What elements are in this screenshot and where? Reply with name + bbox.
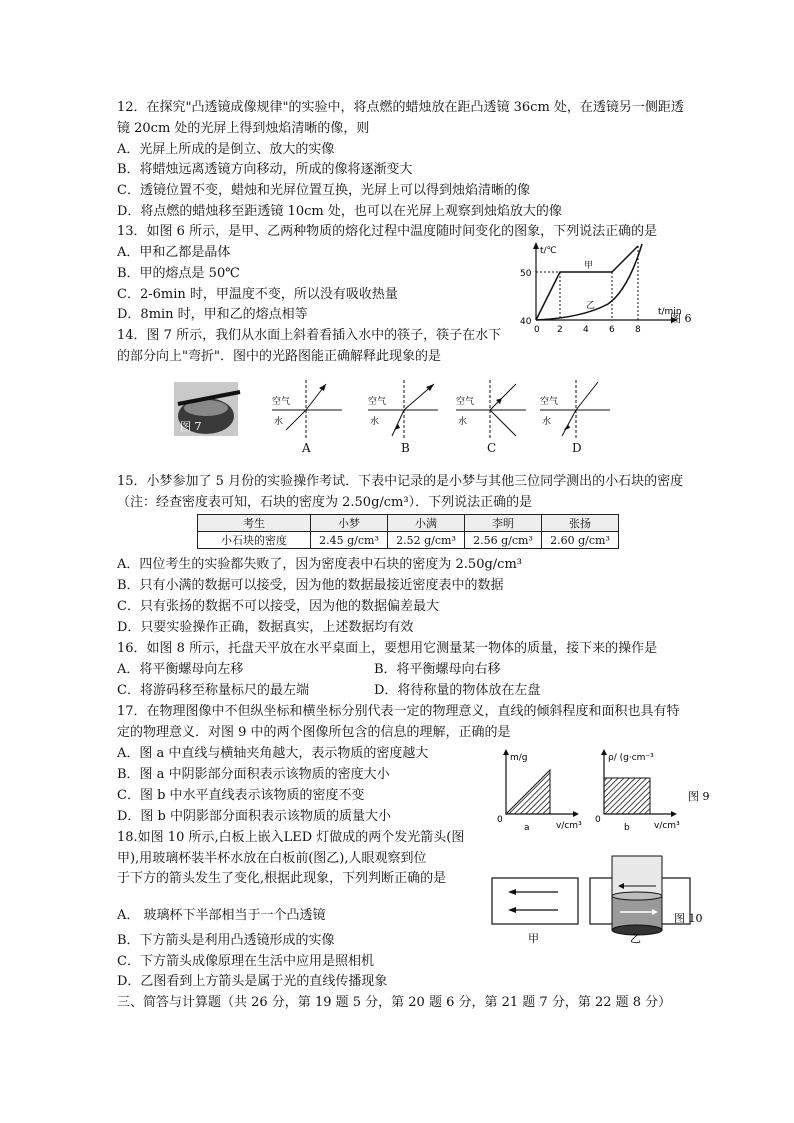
table-cell: 小石块的密度 [198,532,311,549]
table-row [198,532,619,549]
q16-option-d: D．将待称量的物体放在左盘 [374,683,541,698]
q15-stem-line1: 15．小梦参加了 5 月份的实验操作考试．下表中记录的是小梦与其他三位同学测出的小石块的密度 [117,474,684,489]
fig10-label-yi: 乙 [630,932,641,945]
graph-a-ylabel: m/g [510,753,528,763]
diagram-d-air: 空气 [540,397,559,407]
fig6-y40: 40 [520,317,532,327]
diagram-a [272,380,342,440]
q13-option-b: B．甲的熔点是 50℃ [117,266,240,281]
section-3-heading: 三、简答与计算题（共 26 分，第 19 题 5 分，第 20 题 6 分，第 21 题 7 分，第 22 题 8 分） [117,995,672,1010]
q15-option-a: A．四位考生的实验都失败了，因为密度表中石块的密度为 2.50g/cm³ [117,557,522,572]
q17-stem-line2: 定的物理意义．对图 9 中的两个图像所包含的信息的理解，正确的是 [117,725,511,740]
fig6-xlabel: t/min [658,307,682,317]
q17-stem-line1: 17．在物理图像中不但纵坐标和横坐标分别代表一定的物理意义，直线的倾斜程度和面积也具有特 [117,704,680,719]
fig6-ylabel: t/℃ [540,246,557,256]
q18-option-c: C．下方箭头成像原理在生活中应用是照相机 [117,954,374,969]
q12-stem-line2: 镜 20cm 处的光屏上得到烛焰清晰的像，则 [117,121,370,136]
diagram-a-air: 空气 [272,397,291,407]
fig10-caption: 图 10 [674,912,703,925]
table-header-cell: 李明 [465,515,542,532]
letter-b: B [401,441,410,455]
q15-option-d: D．只要实验操作正确，数据真实，上述数据均有效 [117,620,414,635]
table-cell: 2.56 g/cm³ [465,532,542,549]
q17-option-b: B．图 a 中阴影部分面积表示该物质的密度大小 [117,767,390,782]
q13-option-d: D．8min 时，甲和乙的熔点相等 [117,307,308,322]
q13-option-a: A．甲和乙都是晶体 [117,245,231,260]
fig6-x6: 6 [609,325,615,335]
fig6-x2: 2 [557,325,563,335]
diagram-b-water: 水 [370,417,380,427]
fig6-caption: 图 6 [670,312,692,325]
letter-d: D [572,441,582,455]
density-table [197,514,619,549]
diagram-b [368,380,438,440]
diagram-c-air: 空气 [456,397,475,407]
graph-b-ylabel: ρ/ (g·cm⁻³ [608,753,654,763]
q12-stem-line1: 12．在探究"凸透镜成像规律"的实验中，将点燃的蜡烛放在距凸透镜 36cm 处，在透镜另一侧距透 [117,100,684,115]
table-cell: 2.45 g/cm³ [311,532,388,549]
q17-option-d: D．图 b 中阴影部分面积表示该物质的质量大小 [117,809,392,824]
q16-option-a: A．将平衡螺母向左移 [117,662,244,677]
q18-stem-line3: 于下方的箭头发生了变化,根据此现象，下列判断正确的是 [117,871,447,886]
q13-stem: 13．如图 6 所示，是甲、乙两种物质的熔化过程中温度随时间变化的图象，下列说法正确的是 [117,224,658,239]
q12-option-b: B．将蜡烛远离透镜方向移动，所成的像将逐渐变大 [117,162,413,177]
q18-option-d: D．乙图看到上方箭头是属于光的直线传播现象 [117,974,388,989]
q16-option-b: B．将平衡螺母向右移 [374,662,501,677]
figure-10-arrows-and-glass [484,852,708,944]
diagram-c [456,380,526,440]
diagram-c-water: 水 [458,417,468,427]
q16-option-c: C．将游码移至称量标尺的最左端 [117,683,309,698]
figure-6-melting-graph [512,240,702,335]
fig6-y50: 50 [520,269,532,279]
graph-a [497,749,582,833]
q17-option-a: A．图 a 中直线与横轴夹角越大，表示物质的密度越大 [117,746,429,761]
q12-option-d: D．将点燃的蜡烛移至距透镜 10cm 处，也可以在光屏上观察到烛焰放大的像 [117,204,562,219]
fig6-x0: 0 [534,325,540,335]
table-header-cell: 考生 [198,515,311,532]
graph-b-xlabel: v/cm³ [654,821,680,831]
fig6-label-jia: 甲 [584,261,594,271]
table-header-row [198,515,619,532]
q12-option-c: C．透镜位置不变，蜡烛和光屏位置互换，光屏上可以得到烛焰清晰的像 [117,183,530,198]
q15-stem-line2: （注：经查密度表可知，石块的密度为 2.50g/cm³）．下列说法正确的是 [117,495,533,510]
q15-option-b: B．只有小满的数据可以接受，因为他的数据最接近密度表中的数据 [117,578,504,593]
q12-option-a: A．光屏上所成的是倒立、放大的实像 [117,142,335,157]
letter-a: A [302,441,311,455]
diagram-b-air: 空气 [368,397,387,407]
table-cell: 2.60 g/cm³ [542,532,619,549]
figure-7-refraction-diagrams [172,378,622,442]
q15-option-c: C．只有张扬的数据不可以接受，因为他的数据偏差最大 [117,599,439,614]
figure-9-density-graphs [484,742,714,834]
table-header-cell: 小梦 [311,515,388,532]
board-jia [492,878,578,924]
letter-c: C [487,441,497,455]
graph-b-origin: 0 [595,815,601,825]
graph-b-label: b [624,823,630,833]
graph-a-xlabel: v/cm³ [556,821,582,831]
diagram-d [540,380,610,440]
fig9-caption: 图 9 [688,790,710,803]
fig6-x8: 8 [635,325,641,335]
graph-b [595,749,680,833]
fig7-caption: 图 7 [180,420,202,433]
table-header-cell: 张扬 [542,515,619,532]
diagram-d-water: 水 [542,417,552,427]
q14-stem-line2: 的部分向上"弯折"．图中的光路图能正确解释此现象的是 [117,349,441,364]
diagram-a-water: 水 [274,417,284,427]
q18-option-a: A． 玻璃杯下半部相当于一个凸透镜 [117,908,326,923]
q17-option-c: C．图 b 中水平直线表示该物质的密度不变 [117,788,365,803]
q18-stem-line1: 18.如图 10 所示,白板上嵌入LED 灯做成的两个发光箭头(图 [117,830,465,845]
fig10-label-jia: 甲 [528,932,539,945]
q18-stem-line2: 甲),用玻璃杯装半杯水放在白板前(图乙),人眼观察到位 [117,851,427,866]
table-header-cell: 小满 [388,515,465,532]
graph-a-label: a [524,823,530,833]
graph-a-origin: 0 [497,815,503,825]
q16-stem: 16．如图 8 所示，托盘天平放在水平桌面上，要想用它测量某一物体的质量，接下来的操作是 [117,641,658,656]
q14-stem-line1: 14．图 7 所示，我们从水面上斜着看插入水中的筷子，筷子在水下 [117,328,502,343]
fig6-label-yi: 乙 [586,301,596,311]
q13-option-c: C．2-6min 时，甲温度不变，所以没有吸收热量 [117,287,398,302]
fig6-x4: 4 [583,325,589,335]
table-cell: 2.52 g/cm³ [388,532,465,549]
q18-option-b: B．下方箭头是利用凸透镜形成的实像 [117,933,335,948]
